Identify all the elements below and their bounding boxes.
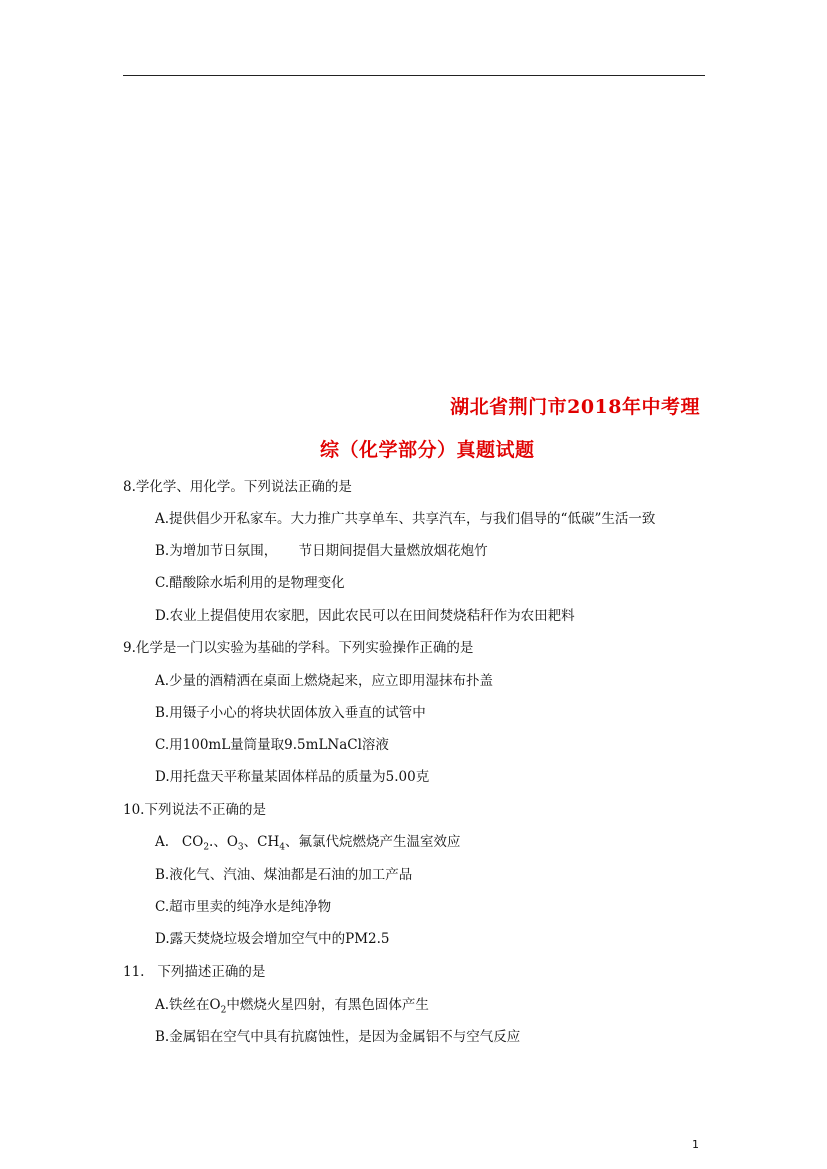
page-number: 1 — [692, 1138, 699, 1151]
option-text: 、氟氯代烷燃烧产生温室效应 — [284, 834, 461, 850]
subscript: 4 — [279, 842, 285, 853]
option-text: A. CO — [155, 834, 204, 850]
subscript: 2 — [220, 1005, 227, 1016]
question-9-option-c: C.用100mL量筒量取9.5mLNaCl溶液 — [155, 737, 389, 753]
document-title-line-1: 湖北省荆门市2018年中考理 — [450, 396, 700, 418]
option-text: 中燃烧火星四射，有黑色固体产生 — [226, 997, 429, 1013]
question-11-option-b: B.金属铝在空气中具有抗腐蚀性，是因为金属铝不与空气反应 — [155, 1029, 521, 1045]
question-10-option-d: D.露天焚烧垃圾会增加空气中的PM2.5 — [155, 931, 390, 947]
question-11-option-a — [155, 996, 429, 1014]
header-rule — [123, 75, 705, 76]
question-10-option-b: B.液化气、汽油、煤油都是石油的加工产品 — [155, 867, 413, 883]
document-title-line-2: 综（化学部分）真题试题 — [320, 439, 535, 461]
subscript: 3 — [237, 842, 244, 853]
question-10-stem: 10.下列说法不正确的是 — [123, 802, 266, 818]
question-11-stem: 11. 下列描述正确的是 — [123, 964, 266, 980]
option-text: 、CH — [243, 834, 280, 850]
question-9-option-a: A.少量的酒精洒在桌面上燃烧起来，应立即用湿抹布扑盖 — [155, 673, 494, 689]
question-10-option-c: C.超市里卖的纯净水是纯净物 — [155, 899, 332, 915]
question-9-option-b: B.用镊子小心的将块状固体放入垂直的试管中 — [155, 705, 426, 721]
option-text: A.铁丝在O — [155, 997, 221, 1013]
question-8-option-d: D.农业上提倡使用农家肥，因此农民可以在田间焚烧秸秆作为农田耙料 — [155, 608, 575, 624]
question-9-stem: 9.化学是一门以实验为基础的学科。下列实验操作正确的是 — [123, 640, 474, 656]
option-text: .、O — [209, 834, 238, 850]
question-10-option-a — [155, 833, 460, 851]
question-8-option-c: C.醋酸除水垢利用的是物理变化 — [155, 575, 345, 591]
subscript: 2 — [203, 842, 210, 853]
question-8-stem: 8.学化学、用化学。下列说法正确的是 — [123, 479, 352, 495]
question-9-option-d: D.用托盘天平称量某固体样品的质量为5.00克 — [155, 769, 430, 785]
question-8-option-b: B.为增加节日氛围， 节日期间提倡大量燃放烟花炮竹 — [155, 543, 488, 559]
question-8-option-a: A.提供倡少开私家车。大力推广共享单车、共享汽车，与我们倡导的“低碳”生活一致 — [155, 511, 656, 527]
